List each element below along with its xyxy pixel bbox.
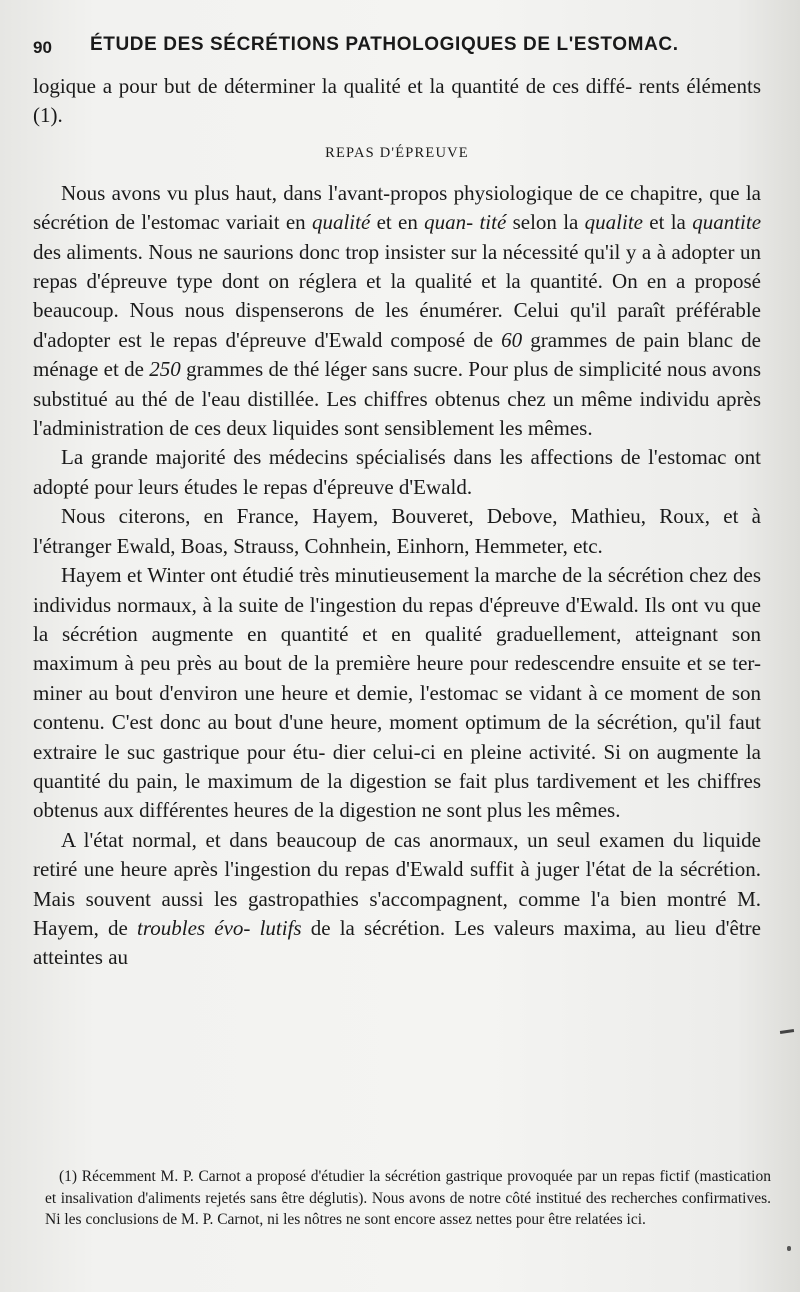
text-run: A l'état normal, et dans beaucoup de cas anormaux, un seul examen du liquide retiré une heure après l'ingestion du repas d'Ewald suffit à juger l'état de la sécrétion. Mais souvent aussi les gastropathies s'accompagnent, comme l'a bien montré M. Hayem, de: [33, 827, 761, 940]
text-run: grammes de thé léger sans sucre. Pour plus de simplicité nous avons substitué au thé de l'eau distillée. Les chiffres obtenus chez un même individu après l'administration de ces deux liquides sont sensiblement les mêmes.: [33, 357, 761, 441]
text-run: selon la: [506, 210, 585, 235]
scan-edge-mark: [780, 1029, 794, 1034]
paragraph: Hayem et Winter ont étudié très minutieusement la marche de la sécrétion chez des individus normaux, à la suite de l'ingestion du repas d'épreuve d'Ewald. Ils ont vu que la sécrétion augmente en quantité et en qualité graduellement, atteignant son maximum à peu près au bout de la première heure pour redescendre ensuite et se ter- miner au bout d'environ une heure et demie, l'estomac se vidant à ce moment de son contenu. C'est donc au bout d'une heure, moment optimum de la sécrétion, qu'il faut extraire le suc gastrique pour étu- dier celui-ci en pleine activité. Si on augmente la quantité du pain, le maximum de la digestion se fait plus tardivement et les chiffres obtenus aux différentes heures de la digestion ne sont plus les mêmes.: [33, 563, 761, 823]
footnotes: [45, 1166, 771, 1231]
emphasis: troubles évo- lutifs: [137, 915, 302, 940]
paragraph: [33, 179, 761, 444]
paragraph: [33, 826, 761, 973]
text-run: des aliments. Nous ne saurions donc trop insister sur la nécessité qu'il y a à adopter un repas d'épreuve type dont on réglera et la qualité et la quantité. On en a proposé beaucoup. Nous nous dispenserons de les énumérer. Celui qu'il paraît préférable d'adopter est le repas d'épreuve d'Ewald composé de: [33, 239, 761, 352]
text-run: et la: [642, 210, 693, 235]
text-run: de la sécrétion. Les valeurs maxima, au lieu d'être atteintes au: [33, 915, 761, 970]
footnote: (1) Récemment M. P. Carnot a proposé d'étudier la sécrétion gastrique provoquée par un repas fictif (mastication et insalivation d'aliments rejetés sans être déglutis). Nous avons de notre côté institué des recherches confirmatives. Ni les conclusions de M. P. Carnot, ni les nôtres ne sont encore assez nettes pour être relatées ici.: [45, 1168, 771, 1228]
paragraph: Nous citerons, en France, Hayem, Bouveret, Debove, Mathieu, Roux, et à l'étranger Ewald, Boas, Strauss, Cohnhein, Einhorn, Hemmeter, etc.: [33, 504, 761, 558]
page-header: [33, 34, 763, 58]
emphasis: 250: [149, 357, 181, 382]
text-run: et en: [370, 210, 425, 235]
section-heading: REPAS D'ÉPREUVE: [325, 144, 469, 161]
emphasis: qualite: [584, 210, 643, 235]
emphasis: qualité: [311, 210, 371, 235]
running-title: ÉTUDE DES SÉCRÉTIONS PATHOLOGIQUES DE L'ESTOMAC.: [90, 34, 679, 55]
paragraph: La grande majorité des médecins spécialisés dans les affections de l'estomac ont adopté pour leurs études le repas d'épreuve d'Ewald.: [33, 445, 761, 499]
emphasis: quan- tité: [424, 210, 507, 235]
page-number: 90: [33, 38, 52, 57]
paragraph-continuation: logique a pour but de déterminer la qualité et la quantité de ces diffé- rents éléments (1).: [33, 74, 761, 128]
scan-edge-speck: [787, 1246, 791, 1251]
text-run: grammes de pain blanc de ménage et de: [33, 327, 762, 382]
emphasis: quantite: [692, 210, 762, 235]
text-run: Nous avons vu plus haut, dans l'avant-propos physiologique de ce chapitre, que la sécrétion de l'estomac variait en: [33, 180, 761, 235]
main-text: [33, 72, 761, 973]
emphasis: 60: [501, 327, 523, 352]
